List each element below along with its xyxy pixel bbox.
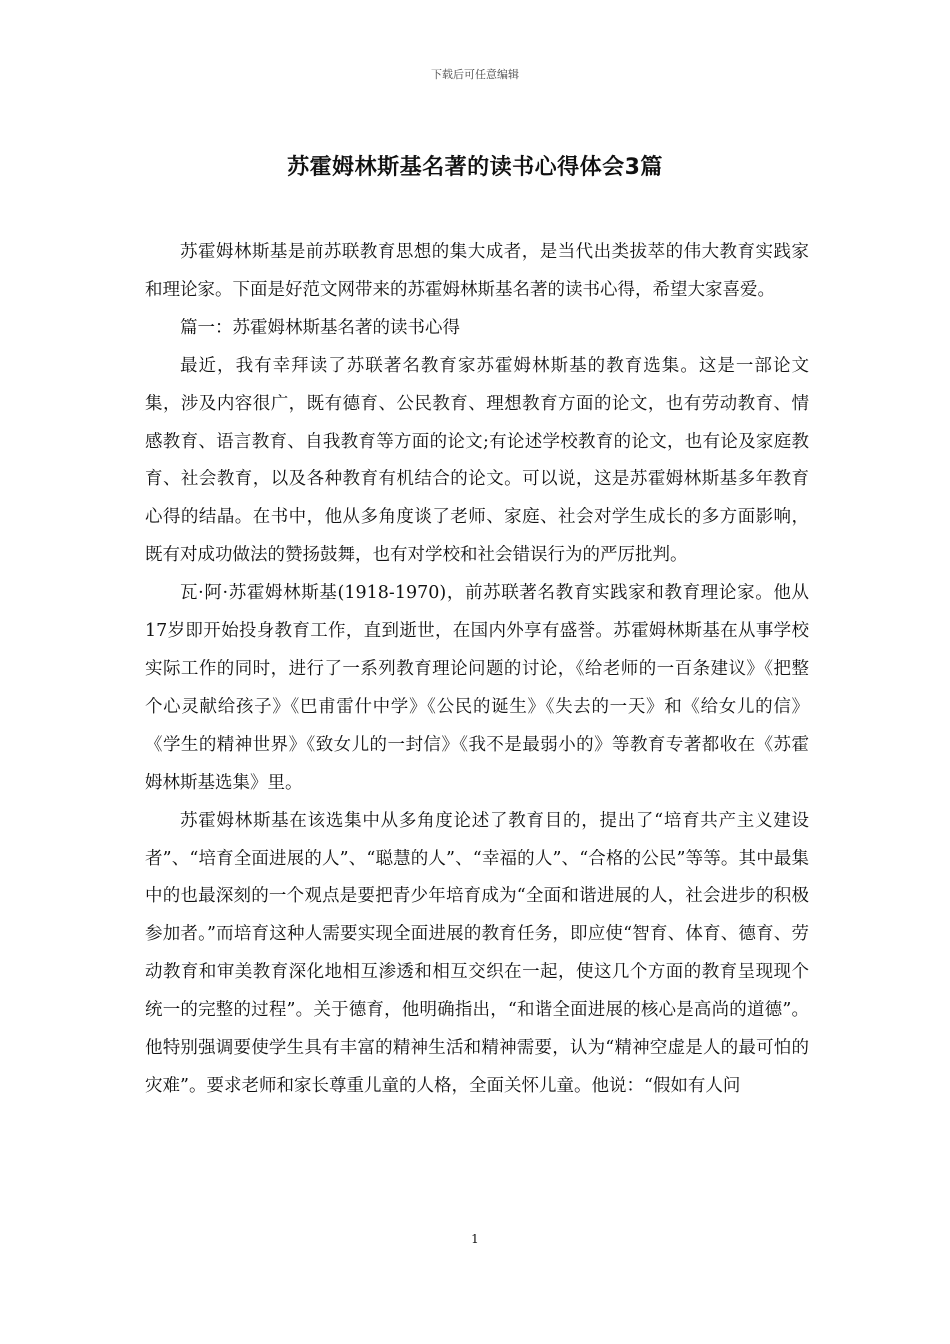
- body-paragraph: 苏霍姆林斯基在该选集中从多角度论述了教育目的，提出了“培育共产主义建设者”、“培育全面进展的人”、“聪慧的人”、“幸福的人”、“合格的公民”等等。其中最集中的也最深刻的一个观点是要把青少年培育成为“全面和谐进展的人，社会进步的积极参加者。”而培育这种人需要实现全面进展的教育任务，即应使“智育、体育、德育、劳动教育和审美教育深化地相互渗透和相互交织在一起，使这几个方面的教育呈现现个统一的完整的过程”。关于德育，他明确指出，“和谐全面进展的核心是高尚的道德”。他特别强调要使学生具有丰富的精神生活和精神需要，认为“精神空虚是人的最可怕的灾难”。要求老师和家长尊重儿童的人格，全面关怀儿童。他说：“假如有人问: [145, 810, 809, 1096]
- intro-paragraph: 苏霍姆林斯基是前苏联教育思想的集大成者，是当代出类拔萃的伟大教育实践家和理论家。下面是好范文网带来的苏霍姆林斯基名著的读书心得，希望大家喜爱。: [145, 242, 809, 300]
- document-title: 苏霍姆林斯基名著的读书心得体会3篇: [287, 155, 663, 180]
- page-header-note: 下载后可任意编辑: [431, 68, 519, 81]
- body-paragraph: 瓦·阿·苏霍姆林斯基(1918-1970)，前苏联著名教育实践家和教育理论家。他从17岁即开始投身教育工作，直到逝世，在国内外享有盛誉。苏霍姆林斯基在从事学校实际工作的同时，进行了一系列教育理论问题的讨论，《给老师的一百条建议》《把整个心灵献给孩子》《巴甫雷什中学》《公民的诞生》《失去的一天》和《给女儿的信》《学生的精神世界》《致女儿的一封信》《我不是最弱小的》等教育专著都收在《苏霍姆林斯基选集》里。: [145, 583, 809, 793]
- body-paragraph: 最近，我有幸拜读了苏联著名教育家苏霍姆林斯基的教育选集。这是一部论文集，涉及内容很广，既有德育、公民教育、理想教育方面的论文，也有劳动教育、情感教育、语言教育、自我教育等方面的论文;有论述学校教育的论文，也有论及家庭教育、社会教育，以及各种教育有机结合的论文。可以说，这是苏霍姆林斯基多年教育心得的结晶。在书中，他从多角度谈了老师、家庭、社会对学生成长的多方面影响，既有对成功做法的赞扬鼓舞，也有对学校和社会错误行为的严厉批判。: [145, 355, 809, 566]
- page-number: 1: [471, 1232, 479, 1246]
- section-heading: 篇一：苏霍姆林斯基名著的读书心得: [180, 317, 460, 338]
- document-body: [145, 234, 809, 1106]
